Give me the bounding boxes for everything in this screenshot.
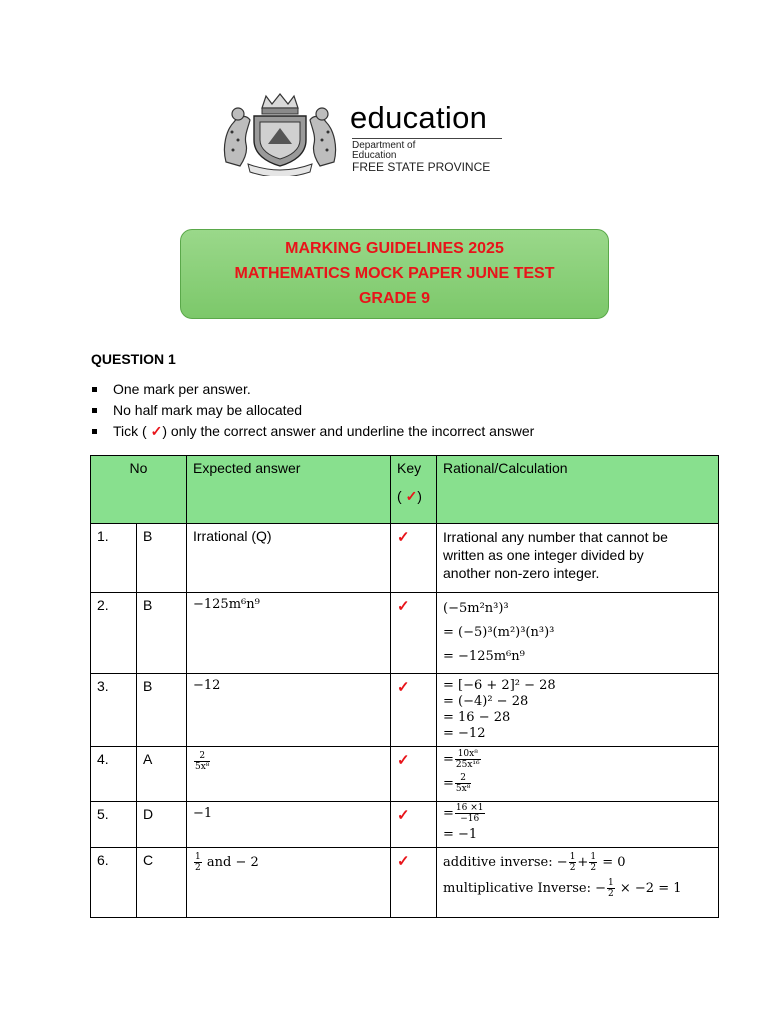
question-heading: QUESTION 1: [91, 351, 176, 367]
header-expected-answer: Expected answer: [187, 456, 391, 524]
row-letter: B: [137, 674, 187, 747]
tick-icon: ✓: [391, 747, 437, 802]
tick-icon: ✓: [391, 848, 437, 918]
row-number: 3.: [91, 674, 137, 747]
row-letter: C: [137, 848, 187, 918]
answer-fraction: $\frac{2}{\text{5x⁸}}$: [195, 751, 210, 772]
table-row: [91, 674, 719, 747]
tick-icon: ✓: [391, 524, 437, 593]
row-number: 2.: [91, 593, 137, 674]
row-rational: = $\frac{\text{10x⁸}}{\text{25x¹⁶}}$ = $\frac{2}{\text{5x⁸}}$: [437, 747, 719, 802]
row-letter: D: [137, 802, 187, 848]
logo-province: FREE STATE PROVINCE: [352, 160, 491, 174]
row-letter: B: [137, 593, 187, 674]
header-no: No: [91, 456, 187, 524]
table-row: [91, 848, 719, 918]
marking-table: [90, 455, 719, 918]
row-answer: [187, 747, 391, 802]
row-number: 5.: [91, 802, 137, 848]
row-answer: −1: [187, 802, 391, 848]
header-key: Key ( ✓): [391, 456, 437, 524]
table-row: [91, 747, 719, 802]
row-rational: [437, 848, 719, 918]
rational-fraction: $\frac{16 \times 1}{-16}$: [455, 803, 484, 824]
row-number: 1.: [91, 524, 137, 593]
tick-icon: ✓: [405, 488, 418, 504]
rational-fraction: $\frac{2}{\text{5x⁸}}$: [455, 773, 471, 794]
bullet-icon: [92, 387, 97, 392]
row-rational: = [−6 + 2]² − 28 = (−4)² − 28 = 16 − 28 = −12: [437, 674, 719, 747]
table-row: [91, 593, 719, 674]
bullet-icon: [92, 429, 97, 434]
row-answer: Irrational (Q): [187, 524, 391, 593]
header-rational: Rational/Calculation: [437, 456, 719, 524]
row-rational: (−5m²n³)³ = (−5)³(m²)³(n³)³ = −125m⁶n⁹: [437, 593, 719, 674]
row-answer: −125m⁶n⁹: [187, 593, 391, 674]
row-rational: = $\frac{16 \times 1}{-16}$ = −1: [437, 802, 719, 848]
education-logo: [218, 92, 508, 176]
multiplicative-inverse-line: multiplicative Inverse: − $\frac{1}{2}$ × −2 = 1: [443, 878, 682, 899]
row-number: 4.: [91, 747, 137, 802]
tick-icon: ✓: [391, 674, 437, 747]
logo-education: Education: [352, 150, 397, 161]
banner-subject: MATHEMATICS MOCK PAPER JUNE TEST: [234, 265, 555, 282]
tick-icon: ✓: [391, 802, 437, 848]
title-banner: [180, 229, 609, 319]
row-answer: −12: [187, 674, 391, 747]
answer-fraction: $\frac{1}{2}$: [195, 852, 201, 873]
coat-of-arms-icon: [218, 92, 342, 176]
tick-icon: ✓: [391, 593, 437, 674]
logo-divider: [352, 138, 502, 139]
rational-fraction: $\frac{\text{10x⁸}}{\text{25x¹⁶}}$: [455, 749, 480, 770]
row-letter: A: [137, 747, 187, 802]
row-rational: Irrational any number that cannot be written as one integer divided by another non-zero integer.: [437, 524, 719, 593]
banner-title: MARKING GUIDELINES 2025: [285, 240, 504, 257]
additive-inverse-line: additive inverse: − $\frac{1}{2}$ + $\frac{1}{2}$ = 0: [443, 852, 626, 873]
row-answer: $\frac{1}{2}$ and − 2: [187, 848, 391, 918]
row-number: 6.: [91, 848, 137, 918]
logo-department: Department of: [352, 140, 416, 151]
tick-icon: ✓: [150, 423, 163, 439]
banner-grade: GRADE 9: [358, 290, 431, 307]
logo-title: education: [350, 100, 488, 135]
table-row: [91, 802, 719, 848]
bullet-icon: [92, 408, 97, 413]
table-row: [91, 524, 719, 593]
table-header-row: [91, 456, 719, 524]
row-letter: B: [137, 524, 187, 593]
